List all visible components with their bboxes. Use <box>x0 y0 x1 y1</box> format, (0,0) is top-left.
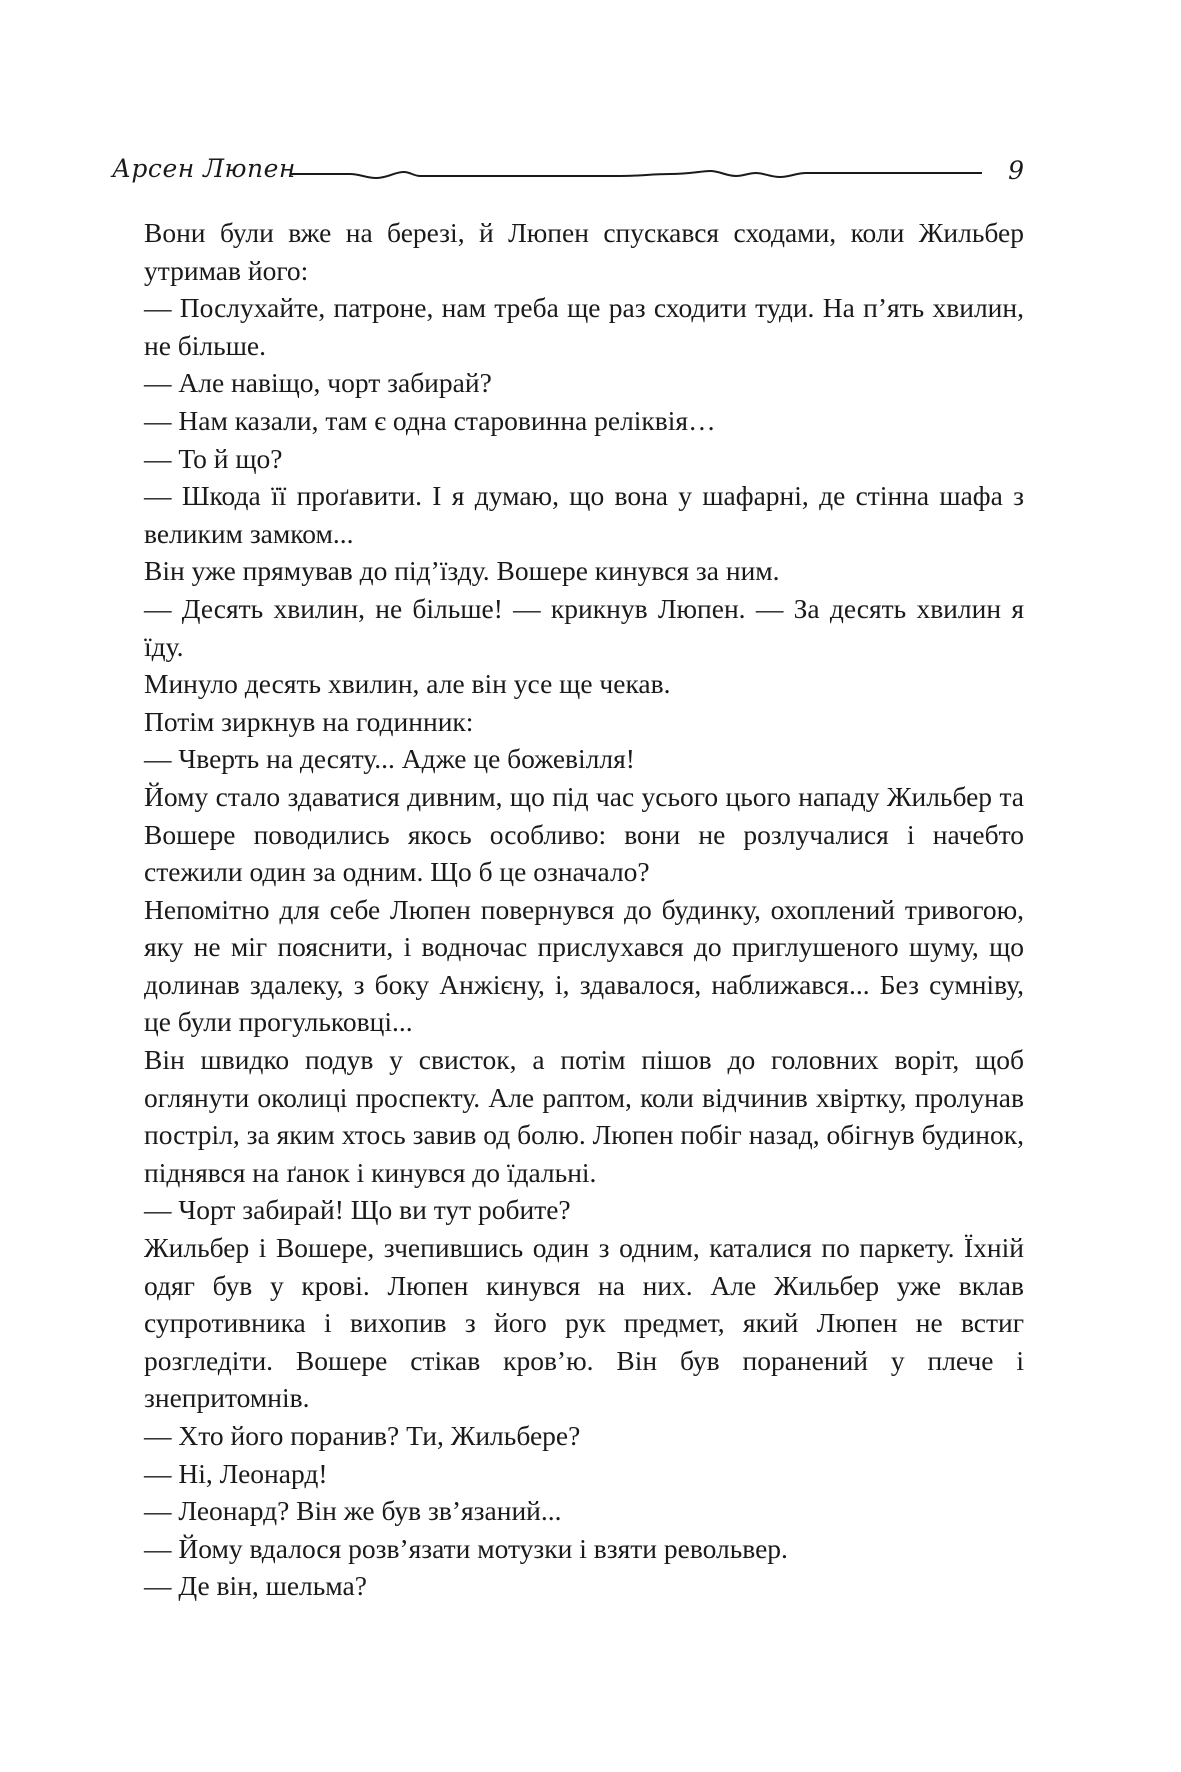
paragraph: — Де він, шельма? <box>144 1570 367 1602</box>
paragraph: — То й що? <box>144 442 283 474</box>
paragraph: — Ні, Леонард! <box>144 1457 328 1489</box>
paragraph: — Шкода її проґавити. І я думаю, що вона у шафарні, де стінна шафа з великим замком... <box>144 480 1024 549</box>
paragraph: Йому стало здаватися дивним, що під час усього цього нападу Жильбер та Вошере поводились якось особливо: вони не розлучалися і начебто стежили один за одним. Що б це означало? <box>144 780 1024 888</box>
body-text <box>144 214 1024 1605</box>
paragraph: — Нам казали, там є одна старовинна реліквія… <box>144 404 716 436</box>
paragraph: Він швидко подув у свисток, а потім пішов до головних воріт, щоб оглянути околиці проспекту. Але раптом, коли відчинив хвіртку, пролунав постріл, за яким хтось завив од болю. Люпен побіг назад, обігнув будинок, піднявся на ґанок і кинувся до їдальні. <box>144 1044 1024 1188</box>
paragraph: — Послухайте, патроне, нам треба ще раз сходити туди. На п’ять хвилин, не більше. <box>144 292 1024 361</box>
paragraph: Непомітно для себе Люпен повернувся до будинку, охоплений тривогою, яку не міг пояснити, і водночас прислухався до приглушеного шуму, що долинав здалеку, з боку Анжієну, і, здавалося, наближався... Без сумніву, це були прогульковці... <box>144 893 1024 1038</box>
paragraph: — Леонард? Він же був зв’язаний... <box>144 1495 562 1527</box>
paragraph: — Чорт забирай! Що ви тут робите? <box>144 1194 571 1226</box>
paragraph: — Йому вдалося розв’язати мотузки і взяти револьвер. <box>144 1532 788 1564</box>
paragraph: — Але навіщо, чорт забирай? <box>144 367 492 399</box>
paragraph: Вони були вже на березі, й Люпен спускався сходами, коли Жильбер утримав його: <box>144 217 1024 286</box>
running-header <box>112 150 1024 200</box>
paragraph: Він уже прямував до під’їзду. Вошере кинувся за ним. <box>144 555 780 587</box>
paragraph: Жильбер і Вошере, зчепившись один з одним, каталися по паркету. Їхній одяг був у крові. Люпен кинувся на них. Але Жильбер уже вклав супротивника і вихопив з його рук предмет, який Люпен не встиг розгледіти. Вошере стікав кров’ю. Він був поранений у плече і знепритомнів. <box>144 1232 1024 1414</box>
decorative-flourish-line <box>290 164 982 188</box>
paragraph: Минуло десять хвилин, але він усе ще чекав. <box>144 668 671 700</box>
paragraph: — Чверть на десяту... Адже це божевілля! <box>144 743 635 775</box>
paragraph: — Десять хвилин, не більше! — крикнув Люпен. — За десять хвилин я їду. <box>144 592 1024 662</box>
running-title: Арсен Люпен <box>112 154 296 183</box>
page-number: 9 <box>1008 156 1024 185</box>
paragraph: — Хто його поранив? Ти, Жильбере? <box>144 1420 581 1451</box>
paragraph: Потім зиркнув на годинник: <box>144 705 474 737</box>
